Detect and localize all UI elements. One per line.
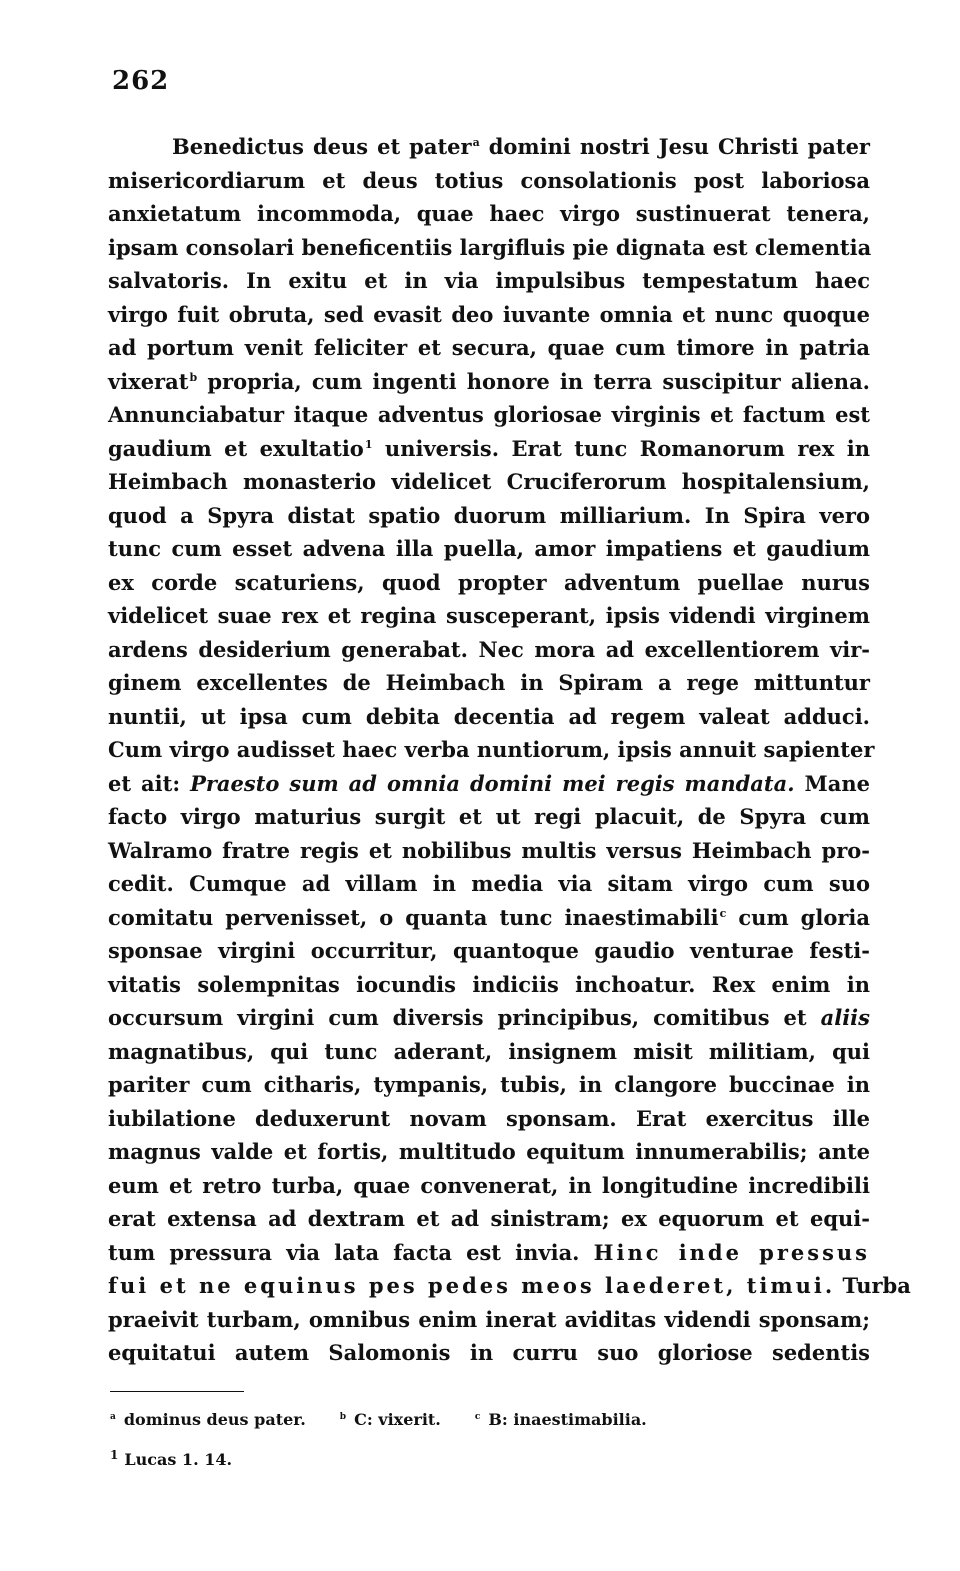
text-line xyxy=(108,901,870,935)
footnote-text: B: inaestimabilia. xyxy=(488,1410,647,1429)
text-line: magnatibus, qui tunc aderant, insignem misit militiam, qui xyxy=(108,1038,870,1064)
text-line: Heimbach monasterio videlicet Cruciferorum hospitalensium, xyxy=(108,469,870,494)
footnote-ref: b xyxy=(189,370,198,384)
footnote-1 xyxy=(110,1445,232,1485)
page-number: 262 xyxy=(112,66,170,96)
spaced-quotation: fui et ne equinus pes pedes meos laederet, timui. xyxy=(108,1273,836,1298)
text-line: videlicet suae rex et regina susceperant, ipsis videndi virginem xyxy=(108,603,870,628)
text-line: ex corde scaturiens, quod propter adventum puellae nurus xyxy=(108,569,870,595)
spaced-quotation: Hinc inde pressus xyxy=(593,1239,870,1265)
text-line: erat extensa ad dextram et ad sinistram; ex equorum et equi- xyxy=(108,1206,870,1231)
text-run: occursum virgini cum diversis principibus, comitibus et xyxy=(108,1005,821,1030)
text-line: Walramo fratre regis et nobilibus multis versus Heimbach pro- xyxy=(108,837,870,863)
text-run: et ait: xyxy=(108,770,191,796)
footnote-divider xyxy=(110,1391,244,1392)
footnote-ref: a xyxy=(472,136,480,149)
footnote-text: Lucas 1. 14. xyxy=(124,1450,233,1469)
text-run: universis. Erat tunc Romanorum rex in xyxy=(372,435,870,461)
footnote-mark: b xyxy=(339,1411,347,1422)
text-run: Mane xyxy=(794,770,870,796)
text-line: nuntii, ut ipsa cum debita decentia ad regem valeat adduci. xyxy=(108,703,870,729)
text-line: tunc cum esset advena illa puella, amor impatiens et gaudium xyxy=(108,536,870,561)
text-line: salvatoris. In exitu et in via impulsibus tempestatum haec xyxy=(108,268,870,293)
text-line: magnus valde et fortis, multitudo equitum innumerabilis; ante xyxy=(108,1139,870,1164)
text-line: cedit. Cumque ad villam in media via sitam virgo cum suo xyxy=(108,871,870,896)
text-line: ginem excellentes de Heimbach in Spiram a rege mittuntur xyxy=(108,670,870,695)
text-run: tum pressura via lata facta est invia. xyxy=(108,1239,594,1265)
footnote-text: dominus deus pater. xyxy=(123,1410,306,1429)
text-line: sponsae virgini occurritur, quantoque gaudio venturae festi- xyxy=(108,938,870,963)
text-line xyxy=(108,1001,870,1035)
footnotes xyxy=(110,1405,810,1485)
text-line: virgo fuit obruta, sed evasit deo iuvante omnia et nunc quoque xyxy=(108,301,870,327)
textual-notes xyxy=(110,1405,810,1445)
text-run: Benedictus deus et pater xyxy=(172,134,472,159)
text-line: anxietatum incommoda, quae haec virgo sustinuerat tenera, xyxy=(108,201,870,226)
footnote-b xyxy=(340,1405,441,1445)
text-line: facto virgo maturius surgit et ut regi placuit, de Spyra cum xyxy=(108,804,870,829)
text-line: ardens desiderium generabat. Nec mora ad excellentiorem vir- xyxy=(108,636,870,662)
text-line xyxy=(108,1236,870,1270)
text-run: gaudium et exultatio xyxy=(108,435,364,461)
text-run: comitatu pervenisset, o quanta tunc inaestimabili xyxy=(108,904,719,930)
text-run: cum gloria xyxy=(726,904,871,930)
footnote-mark: c xyxy=(474,1411,481,1422)
footnote-ref: c xyxy=(719,906,727,920)
text-line: quod a Spyra distat spatio duorum milliarium. In Spira vero xyxy=(108,502,870,528)
footnote-ref: 1 xyxy=(364,437,373,451)
footnote-c xyxy=(475,1405,647,1445)
text-line xyxy=(108,1269,911,1303)
quoted-speech: Praesto sum ad omnia domini mei regis mandata. xyxy=(190,770,795,796)
text-line: misericordiarum et deus totius consolationis post laboriosa xyxy=(108,167,870,193)
text-run: Turba xyxy=(835,1273,911,1298)
text-line: vitatis solempnitas iocundis indiciis inchoatur. Rex enim in xyxy=(108,971,870,997)
source-notes xyxy=(110,1445,810,1485)
text-line xyxy=(108,767,870,801)
text-line: praeivit turbam, omnibus enim inerat aviditas videndi sponsam; xyxy=(108,1306,870,1332)
text-line: equitatui autem Salomonis in curru suo gloriose sedentis xyxy=(108,1340,870,1365)
main-text xyxy=(108,130,911,1370)
text-line: ad portum venit feliciter et secura, quae cum timore in patria xyxy=(108,335,870,360)
text-run: propria, cum ingenti honore in terra suscipitur aliena. xyxy=(197,368,870,394)
italic-word: aliis xyxy=(820,1005,870,1030)
footnote-mark: a xyxy=(110,1411,116,1422)
text-line xyxy=(108,130,870,164)
text-line: iubilatione deduxerunt novam sponsam. Erat exercitus ille xyxy=(108,1105,870,1131)
footnote-a xyxy=(110,1405,306,1445)
text-run: domini nostri Jesu Christi pater xyxy=(479,134,870,159)
footnote-text: C: vixerit. xyxy=(354,1410,441,1429)
text-line: ipsam consolari beneficentiis largifluis pie dignata est clementia xyxy=(108,234,872,260)
text-line: Cum virgo audisset haec verba nuntiorum, ipsis annuit sapienter xyxy=(108,737,875,762)
text-run: vixerat xyxy=(108,368,189,394)
text-line xyxy=(108,365,870,399)
text-line: Annunciabatur itaque adventus gloriosae virginis et factum est xyxy=(108,402,870,427)
text-line xyxy=(108,432,870,466)
text-line: eum et retro turba, quae convenerat, in longitudine incredibili xyxy=(108,1172,870,1198)
footnote-mark: 1 xyxy=(110,1447,119,1462)
text-line: pariter cum citharis, tympanis, tubis, in clangore buccinae in xyxy=(108,1072,870,1097)
